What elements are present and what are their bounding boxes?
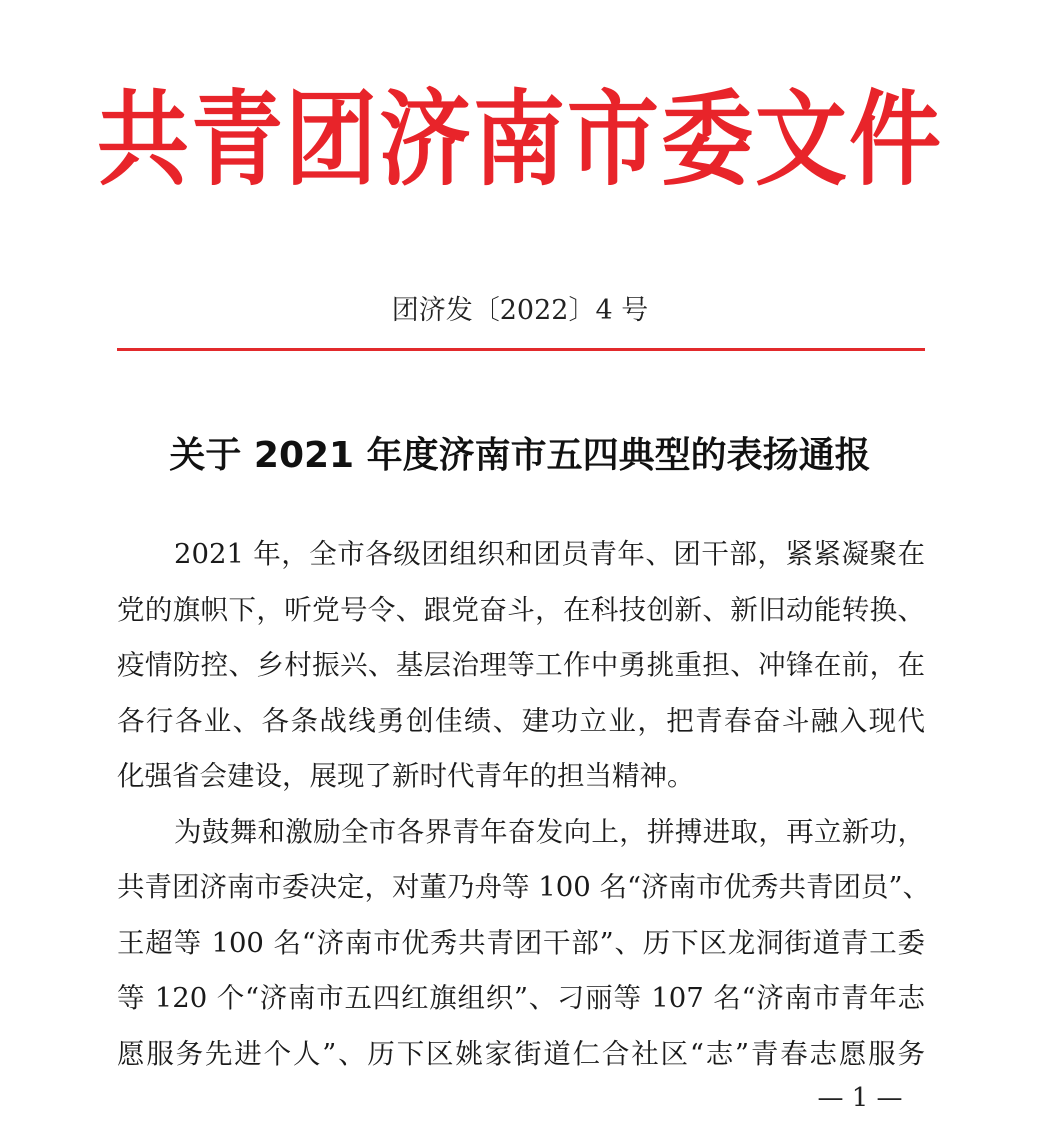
paragraph-line: 2021 年，全市各级团组织和团员青年、团干部，紧紧凝聚在 [174,538,925,570]
paragraph-1 [117,527,925,805]
paragraph-line: 王超等 100 名“济南市优秀共青团干部”、历下区龙洞街道青工委 [117,926,925,959]
paragraph-line: 各行各业、各条战线勇创佳绩、建功立业，把青春奋斗融入现代 [117,704,925,737]
document-body [117,527,931,1082]
document-number: 团济发〔2022〕4 号 [391,295,649,326]
paragraph-line: 共青团济南市委决定，对董乃舟等 100 名“济南市优秀共青团员”、 [117,871,931,903]
notice-title: 关于 2021 年度济南市五四典型的表扬通报 [169,435,871,476]
page-number: — 1 — [817,1083,903,1113]
document-header-title: 共青团济南市委文件 [96,79,943,200]
paragraph-line: 为鼓舞和激励全市各界青年奋发向上，拼搏进取，再立新功， [174,815,925,848]
paragraph-line: 疫情防控、乡村振兴、基层治理等工作中勇挑重担、冲锋在前，在 [117,649,925,681]
red-separator-line [117,348,925,351]
paragraph-line: 化强省会建设，展现了新时代青年的担当精神。 [117,760,695,792]
paragraph-line: 党的旗帜下，听党号令、跟党奋斗，在科技创新、新旧动能转换、 [117,593,925,626]
paragraph-line: 愿服务先进个人”、历下区姚家街道仁合社区“志”青春志愿服务 [117,1037,925,1070]
paragraph-2 [117,805,931,1083]
paragraph-line: 等 120 个“济南市五四红旗组织”、刁丽等 107 名“济南市青年志 [117,982,925,1014]
